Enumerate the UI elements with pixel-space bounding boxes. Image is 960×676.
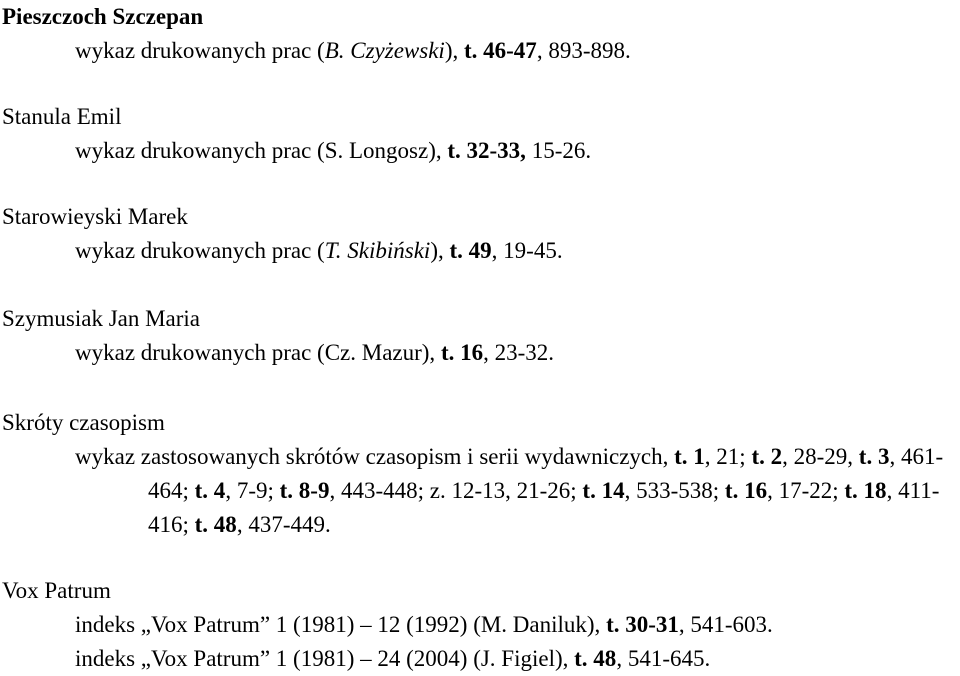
volume-number: t. 46-47	[463, 38, 537, 63]
volume-number: t. 16	[440, 340, 484, 365]
entry-citation	[0, 336, 960, 370]
volume-number: t. 18	[844, 478, 887, 503]
entry-heading: Starowieyski Marek	[2, 204, 188, 229]
entry-heading: Stanula Emil	[2, 104, 122, 129]
volume-number: t. 16	[724, 478, 768, 503]
citation-text: , 23-32.	[483, 340, 555, 365]
citation-text: wykaz drukowanych prac (	[75, 238, 325, 263]
citation-text: wykaz drukowanych prac (	[75, 38, 325, 63]
citation-text: wykaz drukowanych prac (Cz. Mazur),	[75, 340, 441, 365]
citation-text: , 7-9;	[225, 478, 280, 503]
entry-citation	[0, 440, 960, 542]
entry-heading: Vox Patrum	[2, 578, 111, 603]
volume-number: t. 49	[449, 238, 492, 263]
citation-text: 15-26.	[525, 138, 592, 163]
citation-text: , 411-416;	[148, 478, 940, 537]
index-entry-skroty-czasopism	[0, 406, 960, 542]
citation-text: , 541-603.	[678, 612, 773, 637]
index-entry-stanula	[0, 100, 960, 168]
citation-text: ),	[444, 38, 464, 63]
entry-heading: Szymusiak Jan Maria	[2, 306, 201, 331]
volume-number: t. 4	[194, 478, 226, 503]
citation-text: , 21;	[704, 444, 752, 469]
citation-text: wykaz drukowanych prac (S. Longosz),	[75, 138, 448, 163]
citation-text: , 443-448; z. 12-13, 21-26;	[329, 478, 583, 503]
entry-heading: Pieszczoch Szczepan	[2, 4, 204, 29]
citation-text: wykaz zastosowanych skrótów czasopism i serii wydawniczych,	[75, 444, 675, 469]
volume-number: t. 3	[858, 444, 890, 469]
volume-number: t. 14	[582, 478, 625, 503]
citation-text: , 893-898.	[536, 38, 631, 63]
citation-text: , 533-538;	[624, 478, 725, 503]
citation-text: , 461-464;	[148, 444, 944, 503]
citation-text: , 17-22;	[767, 478, 845, 503]
citation-text: , 437-449.	[236, 512, 331, 537]
citation-text: , 541-645.	[616, 646, 711, 671]
citation-text: indeks „Vox Patrum” 1 (1981) – 24 (2004) (J. Figiel),	[75, 646, 575, 671]
author-name: T. Skibiński	[324, 238, 431, 263]
volume-number: t. 48	[194, 512, 237, 537]
entry-citation	[0, 34, 960, 68]
volume-number: t. 2	[751, 444, 783, 469]
index-entry-starowieyski	[0, 200, 960, 268]
volume-number: t. 32-33,	[447, 138, 526, 163]
entry-citation	[0, 642, 960, 676]
citation-text: , 28-29,	[782, 444, 859, 469]
entry-heading: Skróty czasopism	[2, 410, 165, 435]
index-entry-pieszczoch	[0, 0, 960, 68]
citation-text: indeks „Vox Patrum” 1 (1981) – 12 (1992) (M. Daniluk),	[75, 612, 607, 637]
entry-citation	[0, 134, 960, 168]
index-entry-vox-patrum	[0, 574, 960, 676]
author-name: B. Czyżewski	[324, 38, 445, 63]
volume-number: t. 30-31	[606, 612, 679, 637]
entry-citation	[0, 234, 960, 268]
volume-number: t. 48	[574, 646, 617, 671]
index-entry-szymusiak	[0, 302, 960, 370]
citation-text: , 19-45.	[491, 238, 563, 263]
entry-citation	[0, 608, 960, 642]
volume-number: t. 8-9	[279, 478, 330, 503]
citation-text: ),	[430, 238, 450, 263]
volume-number: t. 1	[674, 444, 705, 469]
